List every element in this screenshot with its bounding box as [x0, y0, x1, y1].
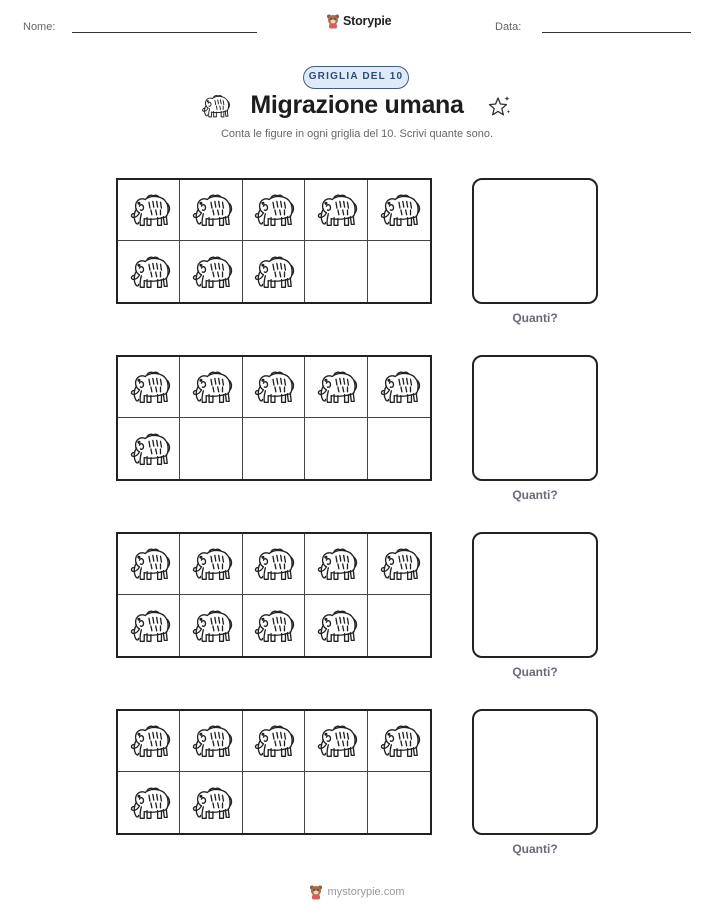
answer-box[interactable] — [472, 709, 598, 835]
worksheet-type-badge: GRIGLIA DEL 10 — [303, 66, 409, 89]
answer-box[interactable] — [472, 532, 598, 658]
mammoth-icon — [376, 542, 422, 586]
mammoth-icon — [188, 604, 234, 648]
answer-box[interactable] — [472, 178, 598, 304]
filled-cell — [118, 772, 180, 833]
mammoth-icon — [188, 542, 234, 586]
mammoth-icon — [126, 542, 172, 586]
filled-cell — [118, 180, 180, 241]
name-write-line[interactable] — [72, 32, 257, 33]
ten-frame — [116, 355, 432, 481]
ten-frame — [116, 178, 432, 304]
mammoth-icon — [313, 365, 359, 409]
grid-row-2 — [0, 355, 714, 515]
filled-cell — [180, 180, 242, 241]
mammoth-icon — [250, 604, 296, 648]
empty-cell — [368, 772, 430, 833]
mammoth-icon — [250, 365, 296, 409]
mammoth-icon — [250, 719, 296, 763]
mammoth-icon — [198, 91, 232, 121]
filled-cell — [180, 534, 242, 595]
filled-cell — [305, 180, 367, 241]
mammoth-icon — [126, 365, 172, 409]
filled-cell — [305, 595, 367, 656]
empty-cell — [305, 772, 367, 833]
filled-cell — [118, 534, 180, 595]
answer-label: Quanti? — [512, 311, 558, 325]
filled-cell — [243, 357, 305, 418]
name-label: Nome: — [23, 21, 56, 33]
filled-cell — [118, 595, 180, 656]
mammoth-icon — [126, 250, 172, 294]
ten-frame — [116, 709, 432, 835]
title-row — [0, 90, 714, 128]
filled-cell — [118, 357, 180, 418]
answer-box[interactable] — [472, 355, 598, 481]
mammoth-icon — [126, 188, 172, 232]
footer-url: mystorypie.com — [327, 886, 405, 898]
mammoth-icon — [313, 188, 359, 232]
mammoth-icon — [376, 188, 422, 232]
answer-label: Quanti? — [512, 665, 558, 679]
mammoth-icon — [250, 188, 296, 232]
mammoth-icon — [188, 365, 234, 409]
filled-cell — [305, 357, 367, 418]
mammoth-icon — [188, 188, 234, 232]
filled-cell — [368, 180, 430, 241]
filled-cell — [243, 534, 305, 595]
mammoth-icon — [376, 719, 422, 763]
empty-cell — [368, 595, 430, 656]
empty-cell — [305, 418, 367, 479]
page-title: Migrazione umana — [250, 91, 464, 119]
storypie-bear-logo-icon — [309, 884, 323, 900]
empty-cell — [368, 418, 430, 479]
empty-cell — [243, 418, 305, 479]
mammoth-icon — [313, 719, 359, 763]
brand-name: Storypie — [343, 14, 392, 28]
filled-cell — [243, 241, 305, 302]
mammoth-icon — [188, 781, 234, 825]
mammoth-icon — [313, 542, 359, 586]
mammoth-icon — [250, 542, 296, 586]
filled-cell — [368, 534, 430, 595]
page-header — [0, 0, 714, 50]
filled-cell — [243, 711, 305, 772]
filled-cell — [243, 180, 305, 241]
page-footer — [0, 884, 714, 900]
filled-cell — [118, 241, 180, 302]
mammoth-icon — [126, 719, 172, 763]
grid-row-4 — [0, 709, 714, 869]
empty-cell — [368, 241, 430, 302]
mammoth-icon — [126, 781, 172, 825]
filled-cell — [180, 595, 242, 656]
mammoth-icon — [126, 604, 172, 648]
instructions: Conta le figure in ogni griglia del 10. Scrivi quante sono. — [220, 128, 494, 140]
grid-row-3 — [0, 532, 714, 692]
empty-cell — [243, 772, 305, 833]
filled-cell — [243, 595, 305, 656]
brand — [326, 13, 391, 29]
filled-cell — [180, 772, 242, 833]
storypie-bear-logo-icon — [326, 13, 340, 29]
filled-cell — [118, 418, 180, 479]
filled-cell — [368, 357, 430, 418]
date-write-line[interactable] — [542, 32, 691, 33]
ten-frame — [116, 532, 432, 658]
filled-cell — [368, 711, 430, 772]
empty-cell — [305, 241, 367, 302]
filled-cell — [305, 534, 367, 595]
mammoth-icon — [376, 365, 422, 409]
filled-cell — [118, 711, 180, 772]
filled-cell — [180, 241, 242, 302]
mammoth-icon — [250, 250, 296, 294]
mammoth-icon — [188, 250, 234, 294]
filled-cell — [180, 357, 242, 418]
grid-row-1 — [0, 178, 714, 338]
date-label: Data: — [495, 21, 522, 33]
sparkle-star-icon — [486, 94, 512, 120]
mammoth-icon — [313, 604, 359, 648]
empty-cell — [180, 418, 242, 479]
answer-label: Quanti? — [512, 842, 558, 856]
filled-cell — [305, 711, 367, 772]
answer-label: Quanti? — [512, 488, 558, 502]
filled-cell — [180, 711, 242, 772]
mammoth-icon — [126, 427, 172, 471]
mammoth-icon — [188, 719, 234, 763]
